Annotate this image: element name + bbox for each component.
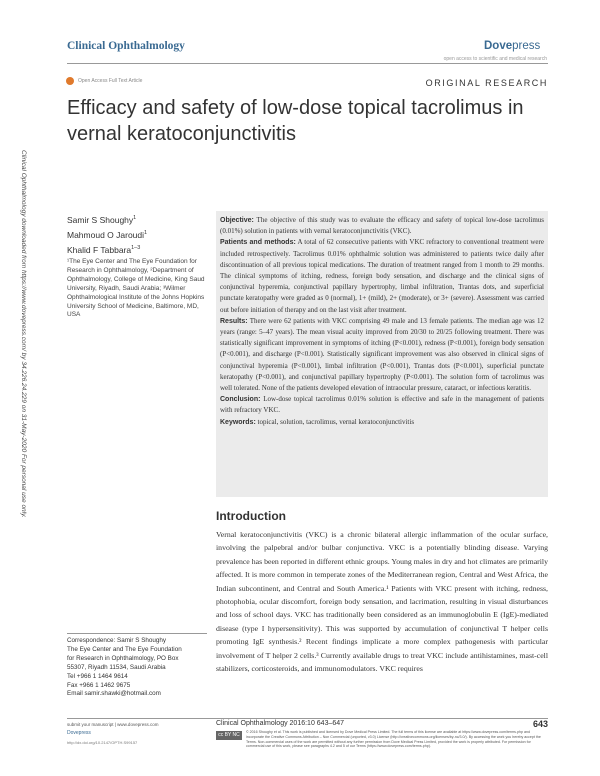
abstract-objective: Objective: The objective of this study was to evaluate the efficacy and safety of topical low-dose tacrolimus (0.01%) solution in patients with vernal keratoconjunctivitis (VKC).: [220, 216, 544, 236]
introduction-text: Vernal keratoconjunctivitis (VKC) is a chronic bilateral allergic inflammation of the ocular surface, involving the palpebral and/or bulbar conjunctiva. VKC is a potentially blinding disease. Varying prevalence has been reported in different ethnic groups. Young males in dry and hot climates are primarily affected. It is more common in temperate zones of the Mediterranean region, Central and West Africa, the Indian subcontinent, and Central and South America.¹ Patients with VKC present with itching, redness, photophobia, ocular discomfort, foreign body sensation, and lacrimation, resulting in visual disturbances and loss of school days. VKC has traditionally been considered as an immunoglobulin E (IgE)-mediated disease (type I hypersensitivity). This was supported by accumulation of conjunctival T helper cells promoting IgE synthesis.² Recent findings implicate a more complex pathogenesis with particular involvement of T helper 2 cells.³ Currently available drugs to treat VKC include antihistamines, mast-cell stabilizers, corticosteroids, and immunomodulators. VKC requires: [216, 530, 548, 674]
license-text: © 2016 Shoughy et al. This work is published and licensed by Dove Medical Press Limited. The full terms of this license are available at https://www.dovepress.com/terms.php and incorporate the Creative Commons Attribution – Non Commercial (unported, v3.0) License (http://creativecommons.org/licenses/by-nc/3.0/). By accessing the work you hereby accept the Terms. Non-commercial uses of the work are permitted without any further permission from Dove Medical Press Limited, provided the work is properly attributed. For permission for commercial use of this work, please see paragraphs 4.2 and 5 of our Terms (https://www.dovepress.com/terms.php).: [246, 730, 541, 749]
open-access-label: Open Access Full Text Article: [78, 78, 143, 84]
publisher-logo-bold: Dove: [484, 40, 513, 52]
abstract-conclusion: Conclusion: Low-dose topical tacrolimus 0.01% solution is effective and safe in the management of patients with refractory VKC.: [220, 395, 544, 415]
header-rule: [67, 63, 548, 64]
journal-name: Clinical Ophthalmology: [67, 40, 185, 52]
article-title: Efficacy and safety of low-dose topical tacrolimus in vernal keratoconjunctivitis: [67, 97, 524, 145]
introduction-heading: Introduction: [216, 509, 286, 523]
publisher-tagline: open access to scientific and medical research: [443, 56, 547, 62]
abstract-results: Results: There were 62 patients with VKC comprising 49 male and 13 female patients. The median age was 12 years (range: 5–47 years). The mean visual acuity improved from 20/30 to 20/25 following treatment. There was statistically significant improvement in symptoms of itching (P<0.001), redness (P<0.001), foreign body sensation (P<0.001), and discharge (P<0.001). Statistically significant improvement was also observed in clinical signs of conjunctival hyperemia (P<0.001), limbal infiltration (P<0.001), Trantas dots (P<0.001), superficial punctate keratopathy (P<0.001), and conjunctival papillary hypertrophy (P<0.001). The solution form of tacrolimus was well tolerated. None of the patients developed elevation of intraocular pressure, cataract, or infectious keratitis.: [220, 316, 544, 393]
affiliations: ¹The Eye Center and The Eye Foundation for Research in Ophthalmology, ²Department of Ophthalmology, College of Medicine, King Saud University, Riyadh, Saudi Arabia; ³Wilmer Ophthalmological Institute of the Johns Hopkins University School of Medicine, Baltimore, MD, USA: [67, 258, 205, 319]
footer-dovepress-logo[interactable]: Dovepress: [67, 730, 91, 736]
publisher-logo[interactable]: [484, 40, 540, 52]
publisher-logo-rest: press: [512, 40, 541, 52]
author-list: [67, 212, 147, 256]
correspondence: Correspondence: Samir S Shoughy The Eye Center and The Eye Foundation for Research in Ophthalmology, PO Box 55307, Riyadh 11534, Saudi Arabia Tel +966 1 1464 9614 Fax +966 1 1462 9675 Email samir.shawki@hotmail.com: [67, 637, 212, 699]
doi-link[interactable]: http://dx.doi.org/10.2147/OPTH.S99157: [67, 740, 138, 745]
author-1: Samir S Shoughy$^1$: [67, 214, 137, 225]
submit-manuscript-link[interactable]: submit your manuscript | www.dovepress.com: [67, 722, 159, 727]
abstract-keywords: Keywords: topical, solution, tacrolimus, vernal keratoconjunctivitis: [220, 417, 415, 426]
correspondence-email[interactable]: Email samir.shawki@hotmail.com: [67, 690, 161, 698]
correspondence-rule: [67, 633, 207, 634]
open-access-icon: [66, 77, 74, 85]
article-type: ORIGINAL RESEARCH: [425, 78, 548, 88]
download-side-note: Clinical Ophthalmology downloaded from https://www.dovepress.com/ by 34.226.24.229 on 31-May-2020 For personal use only.: [20, 150, 27, 518]
abstract-box: [216, 211, 548, 497]
abstract-methods: Patients and methods: A total of 62 consecutive patients with VKC refractory to conventional treatment were included retrospectively. Tacrolimus 0.01% ophthalmic solution was administered to patients twice daily after discontinuation of all previous topical medications. The duration of treatment ranged from 1 month to 29 months. The clinical symptoms of itching, redness, foreign body sensation, and discharge and the clinical signs of conjunctival hyperemia, conjunctival papillary hypertrophy, limbal infiltration, Trantas dots, and superficial punctate keratopathy were graded as 0 (normal), 1+ (mild), 2+ (moderate), or 3+ (severe). Assessment was carried out before initiation of therapy and on the last visit after treatment.: [220, 238, 544, 314]
citation: Clinical Ophthalmology 2016:10 643–647: [216, 720, 345, 727]
cc-license-badge[interactable]: cc BY NC: [216, 731, 242, 740]
author-3: Khalid F Tabbara$^{1-3}$: [67, 244, 141, 255]
page-number: 643: [532, 719, 548, 729]
author-2: Mahmoud O Jaroudi$^1$: [67, 229, 148, 240]
footer-rule: [67, 718, 548, 719]
